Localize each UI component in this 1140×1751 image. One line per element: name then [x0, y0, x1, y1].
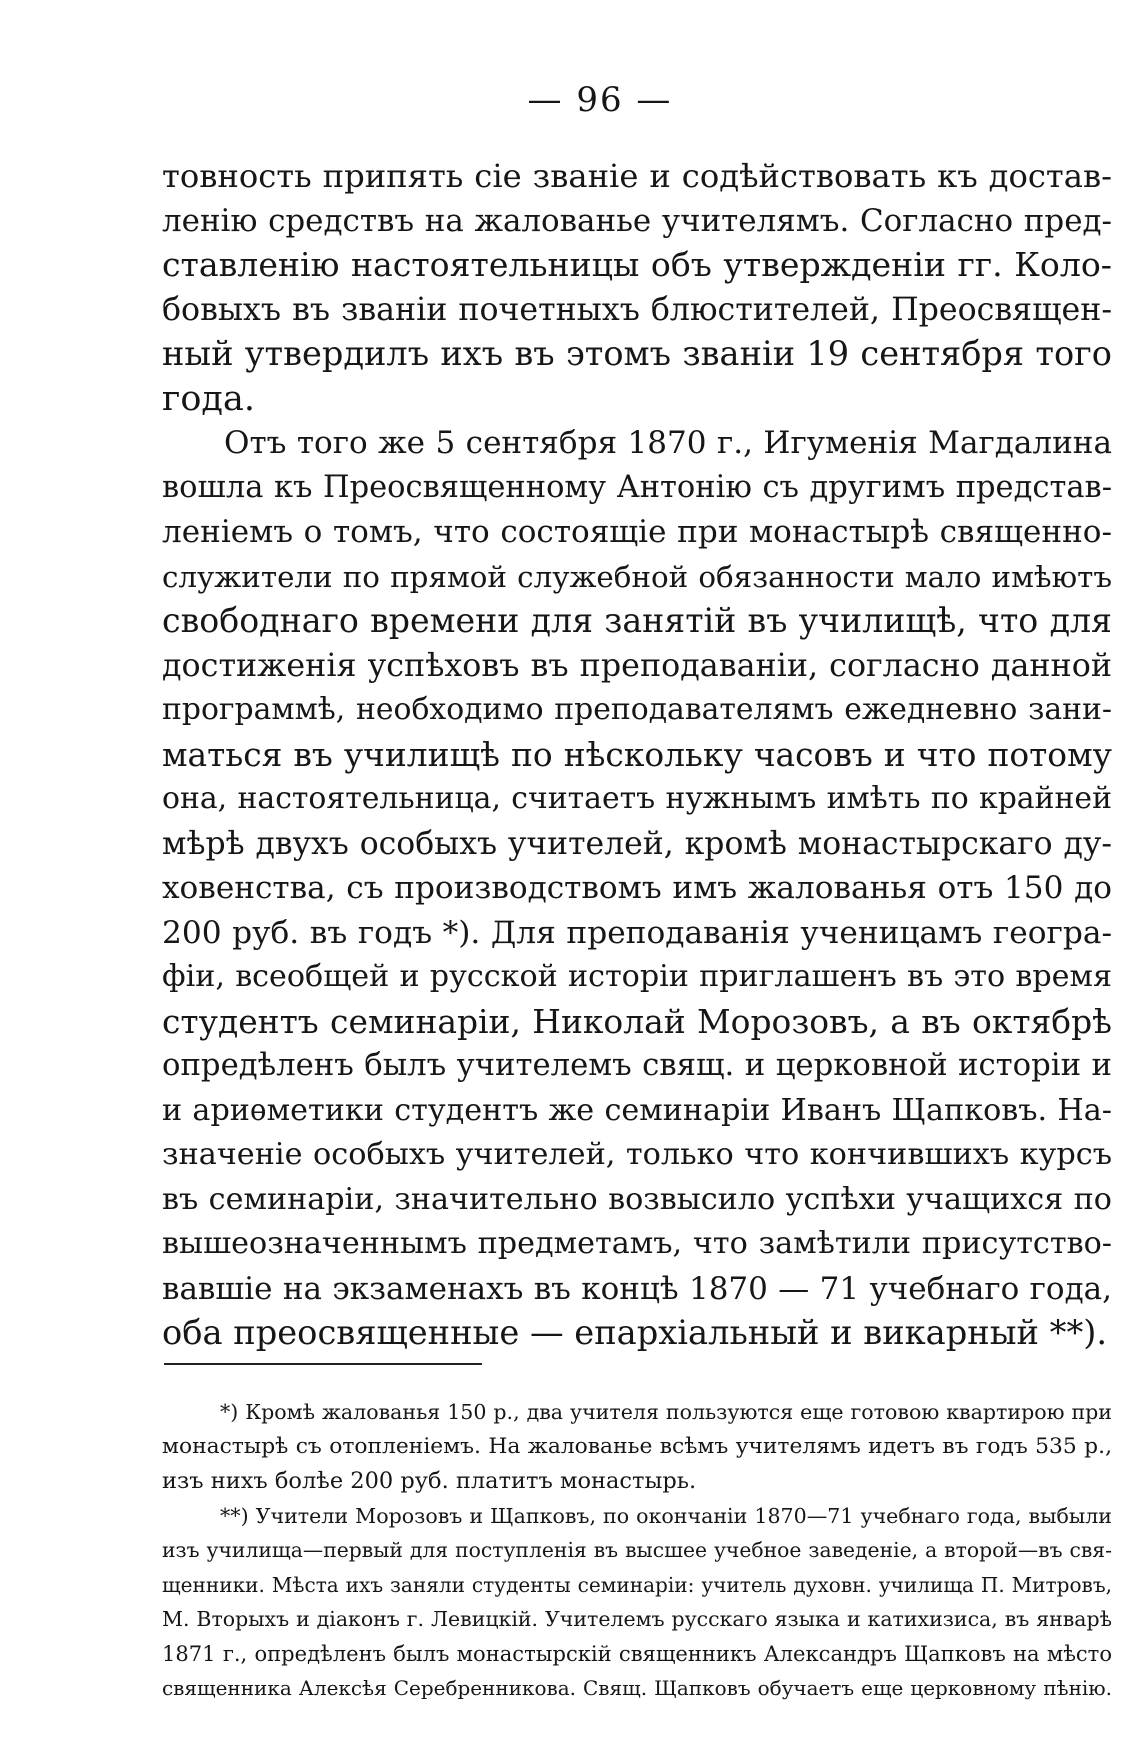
body-line: ховенства, съ производствомъ имъ жалованья отъ 150 до: [162, 870, 1112, 906]
body-line: вышеозначеннымъ предметамъ, что замѣтили присутство-: [162, 1226, 1112, 1261]
footnote-line: священника Алексѣя Серебренникова. Свящ. Щапковъ обучаетъ еще церковному пѣнію.: [162, 1676, 1112, 1700]
body-line: значеніе особыхъ учителей, только что кончившихъ курсъ: [162, 1137, 1112, 1172]
footnote-line: *) Кромѣ жалованья 150 р., два учителя пользуются еще готовою квартирою при: [220, 1400, 1112, 1424]
body-line: ный утвердилъ ихъ въ этомъ званіи 19 сентября того: [162, 334, 1112, 373]
body-line: вавшіе на экзаменахъ въ концѣ 1870 — 71 учебнаго года,: [162, 1270, 1112, 1307]
body-line: маться въ училищѣ по нѣскольку часовъ и что потому: [162, 734, 1112, 774]
body-line: и ариѳметики студентъ же семинаріи Иванъ Щапковъ. На-: [162, 1092, 1112, 1128]
body-line: она, настоятельница, считаетъ нужнымъ имѣть по крайней: [162, 781, 1112, 816]
body-line: вошла къ Преосвященному Антонію съ другимъ представ-: [162, 469, 1112, 505]
footnote-line: изъ училища—первый для поступленія въ высшее учебное заведеніе, а второй—въ свя-: [162, 1538, 1112, 1562]
footnotes: [162, 1395, 1112, 1706]
body-line: оба преосвященные — епархіальный и викарный **).: [162, 1313, 1108, 1352]
footnote-line: изъ нихъ болѣе 200 руб. платитъ монастырь.: [162, 1468, 697, 1494]
body-line: ленію средствъ на жалованье учителямъ. Согласно пред-: [162, 202, 1112, 239]
body-line: мѣрѣ двухъ особыхъ учителей, кромѣ монастырскаго ду-: [162, 825, 1112, 862]
footnote-divider: [164, 1363, 482, 1365]
footnote-line: монастырѣ съ отопленіемъ. На жалованье всѣмъ учителямъ идетъ въ годъ 535 р.,: [162, 1433, 1112, 1459]
main-text: [162, 154, 1112, 1356]
footnote-line: щенники. Мѣста ихъ заняли студенты семинаріи: учитель духовн. училища П. Митровъ,: [162, 1572, 1112, 1597]
body-line: достиженія успѣховъ въ преподаваніи, согласно данной: [162, 647, 1112, 684]
footnote-line: 1871 г., опредѣленъ былъ монастырскій священникъ Александръ Щапковъ на мѣсто: [162, 1640, 1112, 1666]
body-line: 200 руб. въ годъ *). Для преподаванія ученицамъ геогра-: [162, 914, 1112, 951]
body-line: опредѣленъ былъ учителемъ свящ. и церковной исторіи и: [162, 1048, 1112, 1083]
body-line: студентъ семинаріи, Николай Морозовъ, а въ октябрѣ: [162, 1001, 1112, 1041]
body-line: Отъ того же 5 сентября 1870 г., Игуменія Магдалина: [224, 425, 1112, 461]
body-line: леніемъ о томъ, что состоящіе при монастырѣ священно-: [162, 514, 1112, 550]
body-line: года.: [162, 378, 255, 419]
body-line: свободнаго времени для занятій въ училищѣ, что для: [162, 601, 1112, 640]
body-line: въ семинаріи, значительно возвысило успѣхи учащихся по: [162, 1181, 1112, 1217]
body-line: фіи, всеобщей и русской исторіи приглашенъ въ это время: [162, 959, 1112, 994]
body-line: бовыхъ въ званіи почетныхъ блюстителей, Преосвящен-: [162, 291, 1112, 328]
body-line: служители по прямой служебной обязанности мало имѣютъ: [162, 559, 1112, 594]
body-line: товность припять сіе званіе и содѣйствовать къ достав-: [162, 157, 1112, 195]
body-line: программѣ, необходимо преподавателямъ ежедневно зани-: [162, 692, 1112, 727]
body-line: ставленію настоятельницы объ утвержденіи гг. Коло-: [162, 245, 1112, 284]
footnote-line: М. Вторыхъ и діаконъ г. Левицкій. Учителемъ русскаго языка и катихизиса, въ январѣ: [162, 1607, 1112, 1631]
footnote-line: **) Учители Морозовъ и Щапковъ, по окончаніи 1870—71 учебнаго года, выбыли: [220, 1503, 1112, 1528]
page-number: — 96 —: [527, 80, 673, 120]
